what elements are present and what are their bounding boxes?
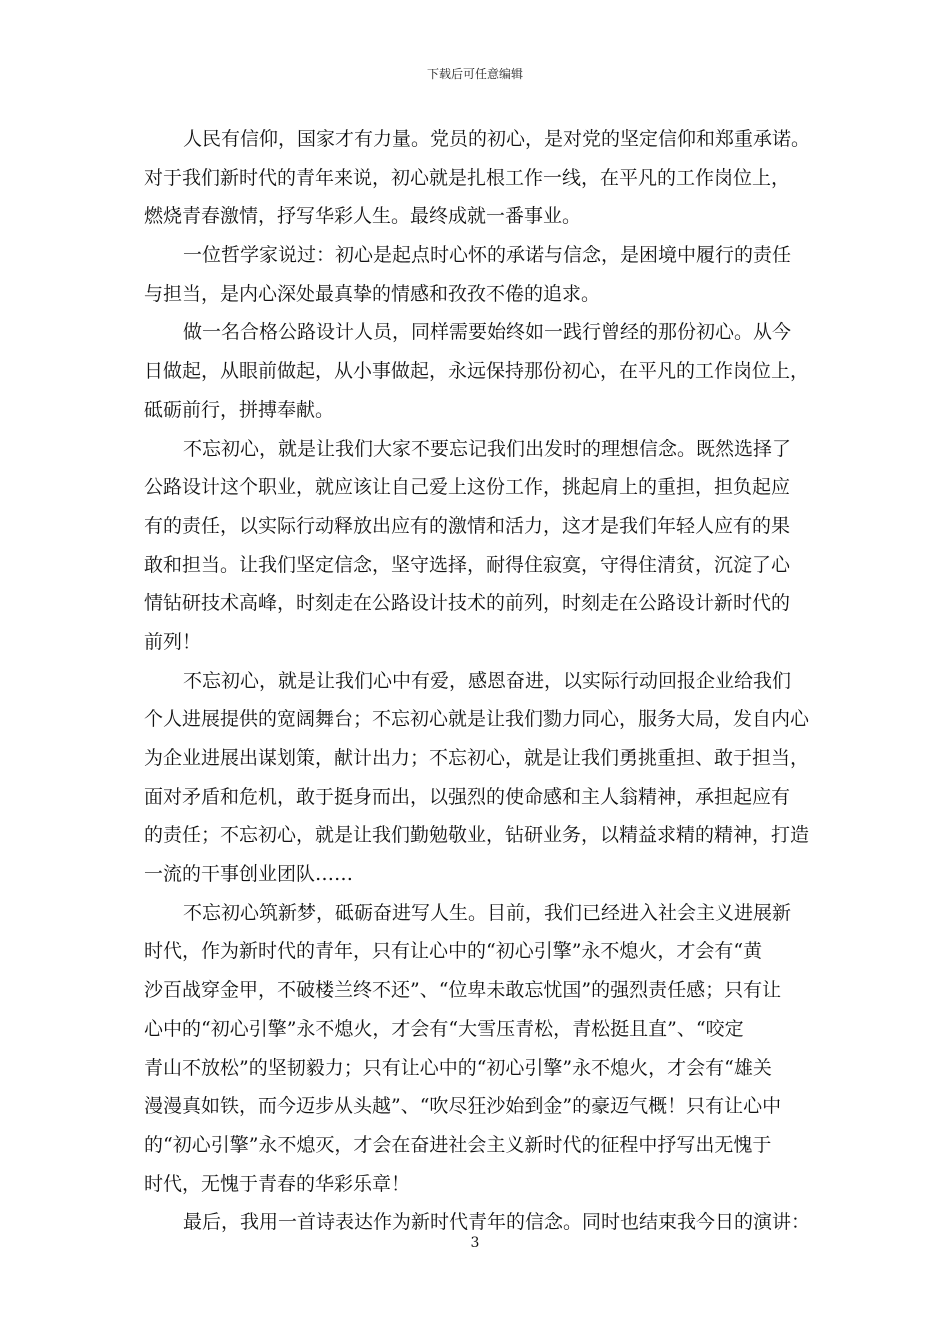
paragraph-3 <box>144 313 820 429</box>
text-line: 面对矛盾和危机，敢于挺身而出，以强烈的使命感和主人翁精神，承担起应有 <box>144 785 791 808</box>
text-line: 一流的干事创业团队…… <box>144 863 354 886</box>
text-line: 人民有信仰，国家才有力量。党员的初心，是对党的坚定信仰和郑重承诺。 <box>183 128 811 150</box>
text-line: 砥砺前行，拼搏奉献。 <box>144 398 335 421</box>
text-line: 时代，作为新时代的青年，只有让心中的“初心引擎”永不熄火，才会有“黄 <box>144 940 763 963</box>
text-line: 的责任；不忘初心，就是让我们勤勉敬业，钻研业务，以精益求精的精神，打造 <box>144 824 810 847</box>
text-line: 不忘初心筑新梦，砥砺奋进写人生。目前，我们已经进入社会主义进展新 <box>183 901 792 924</box>
text-line: 沙百战穿金甲，不破楼兰终不还”、“位卑未敢忘忧国”的强烈责任感；只有让 <box>144 979 782 1002</box>
text-line: 情钻研技术高峰，时刻走在公路设计技术的前列，时刻走在公路设计新时代的 <box>144 592 791 615</box>
text-line: 敢和担当。让我们坚定信念，坚守选择，耐得住寂寞，守得住清贫，沉淀了心 <box>144 553 791 576</box>
text-line: 时代，无愧于青春的华彩乐章！ <box>144 1172 411 1195</box>
text-line: 的“初心引擎”永不熄灭，才会在奋进社会主义新时代的征程中抒写出无愧于 <box>144 1133 772 1156</box>
text-line: 做一名合格公路设计人员，同样需要始终如一践行曾经的那份初心。从今 <box>183 321 792 344</box>
text-line: 心中的“初心引擎”永不熄火，才会有“大雪压青松，青松挺且直”、“咬定 <box>144 1017 744 1040</box>
text-line: 燃烧青春激情，抒写华彩人生。最终成就一番事业。 <box>144 205 582 228</box>
paragraph-5 <box>144 662 820 894</box>
text-line: 青山不放松”的坚韧毅力；只有让心中的“初心引擎”永不熄火，才会有“雄关 <box>144 1056 772 1079</box>
paragraph-1 <box>144 120 820 236</box>
page-number: 3 <box>470 1235 480 1251</box>
text-line: 一位哲学家说过：初心是起点时心怀的承诺与信念，是困境中履行的责任 <box>183 244 792 267</box>
text-line: 有的责任，以实际行动释放出应有的激情和活力，这才是我们年轻人应有的果 <box>144 514 791 537</box>
text-line: 个人进展提供的宽阔舞台；不忘初心就是让我们勠力同心，服务大局，发自内心 <box>144 708 810 731</box>
text-line: 不忘初心，就是让我们心中有爱，感恩奋进，以实际行动回报企业给我们 <box>183 669 792 692</box>
text-line: 对于我们新时代的青年来说，初心就是扎根工作一线，在平凡的工作岗位上， <box>144 166 791 189</box>
text-line: 为企业进展出谋划策，献计出力；不忘初心，就是让我们勇挑重担、敢于担当， <box>144 747 810 769</box>
document-body <box>144 120 820 1242</box>
paragraph-6 <box>144 894 820 1204</box>
header-note: 下载后可任意编辑 <box>426 67 523 81</box>
paragraph-2 <box>144 236 820 313</box>
text-line: 前列！ <box>144 630 202 653</box>
text-line: 公路设计这个职业，就应该让自己爱上这份工作，挑起肩上的重担，担负起应 <box>144 476 791 499</box>
text-line: 不忘初心，就是让我们大家不要忘记我们出发时的理想信念。既然选择了 <box>183 437 792 460</box>
text-line: 日做起，从眼前做起，从小事做起，永远保持那份初心，在平凡的工作岗位上， <box>144 360 810 383</box>
paragraph-4 <box>144 430 820 662</box>
text-line: 漫漫真如铁，而今迈步从头越”、“吹尽狂沙始到金”的豪迈气概！只有让心中 <box>144 1095 782 1118</box>
text-line: 最后，我用一首诗表达作为新时代青年的信念。同时也结束我今日的演讲： <box>183 1211 811 1234</box>
page-header <box>0 66 950 82</box>
text-line: 与担当，是内心深处最真挚的情感和孜孜不倦的追求。 <box>144 282 601 305</box>
